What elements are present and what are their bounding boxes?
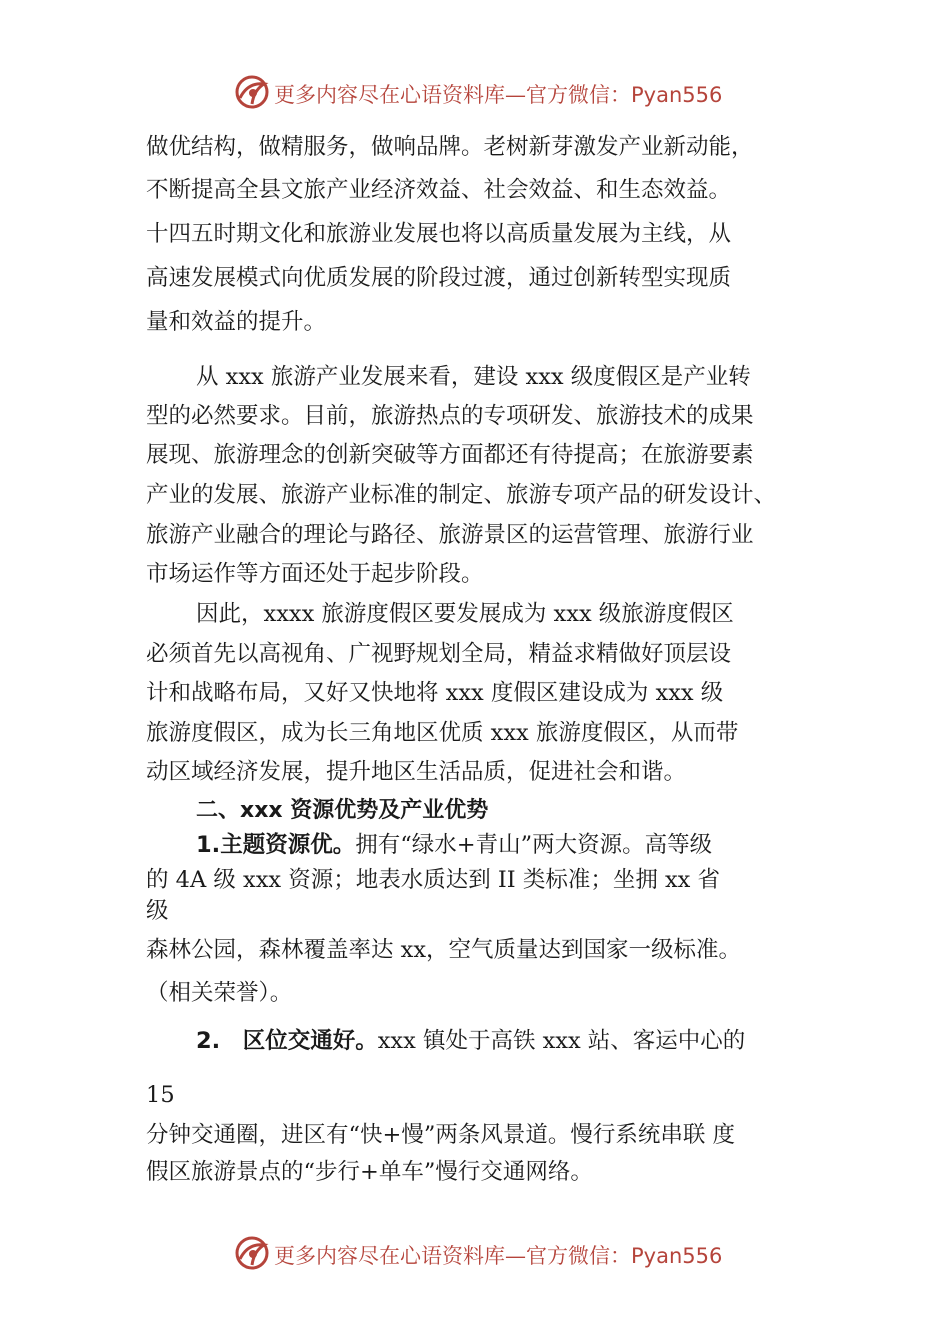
item1-line-2: 的 4A 级 xxx 资源；地表水质达到 II 类标准；坐拥 xx 省 [146, 867, 721, 893]
para1-line-4: 高速发展模式向优质发展的阶段过渡，通过创新转型实现质 [146, 265, 732, 291]
item1-line-4: 森林公园，森林覆盖率达 xx，空气质量达到国家一级标准。 [146, 937, 742, 963]
para1-line-1: 做优结构，做精服务，做响品牌。老树新芽激发产业新动能， [146, 134, 754, 160]
banner-text: 更多内容尽在心语资料库—官方微信：Pyan556 [274, 1244, 723, 1268]
section-heading: 二、xxx 资源优势及产业优势 [196, 798, 489, 823]
para3-line-5: 动区域经济发展，提升地区生活品质，促进社会和谐。 [146, 759, 687, 785]
para3-line-4: 旅游度假区，成为长三角地区优质 xxx 旅游度假区，从而带 [146, 720, 739, 746]
para3-line-1: 因此，xxxx 旅游度假区要发展成为 xxx 级旅游度假区 [196, 601, 734, 627]
para2-line-6: 市场运作等方面还处于起步阶段。 [146, 561, 484, 587]
banner-text: 更多内容尽在心语资料库—官方微信：Pyan556 [274, 83, 723, 107]
item2-line-2: 15 [146, 1082, 175, 1108]
para1-line-2: 不断提高全县文旅产业经济效益、社会效益、和生态效益。 [146, 177, 732, 203]
item2-title: 2. 区位交通好。 [196, 1028, 378, 1054]
para3-line-2: 必须首先以高视角、广视野规划全局，精益求精做好顶层设 [146, 641, 732, 667]
item1-line-5: （相关荣誉）。 [146, 980, 293, 1006]
wechat-id: Pyan556 [631, 1244, 723, 1268]
item2-line-4: 假区旅游景点的“步行+单车”慢行交通网络。 [146, 1159, 593, 1185]
item1-title: 1.主题资源优。 [196, 832, 356, 858]
para2-line-1: 从 xxx 旅游产业发展来看，建设 xxx 级度假区是产业转 [196, 364, 751, 390]
para2-line-3: 展现、旅游理念的创新突破等方面都还有待提高；在旅游要素 [146, 442, 754, 468]
para2-line-2: 型的必然要求。目前，旅游热点的专项研发、旅游技术的成果 [146, 403, 754, 429]
para1-line-5: 量和效益的提升。 [146, 309, 327, 335]
item1-first-line: 1.主题资源优。拥有“绿水+青山”两大资源。高等级 [196, 832, 713, 858]
item2-first-line: 2. 区位交通好。xxx 镇处于高铁 xxx 站、客运中心的 [196, 1028, 746, 1054]
footer-banner [0, 1233, 950, 1273]
swirl-logo-icon [234, 74, 270, 110]
para1-line-3: 十四五时期文化和旅游业发展也将以高质量发展为主线，从 [146, 221, 732, 247]
item1-line-3: 级 [146, 898, 169, 924]
para2-line-4: 产业的发展、旅游产业标准的制定、旅游专项产品的研发设计、 [146, 482, 777, 508]
wechat-id: Pyan556 [631, 83, 723, 107]
header-banner [0, 72, 950, 112]
swirl-logo-icon [234, 1235, 270, 1271]
para2-line-5: 旅游产业融合的理论与路径、旅游景区的运营管理、旅游行业 [146, 522, 754, 548]
item2-line-3: 分钟交通圈，进区有“快+慢”两条风景道。慢行系统串联 度 [146, 1122, 736, 1148]
para3-line-3: 计和战略布局，又好又快地将 xxx 度假区建设成为 xxx 级 [146, 680, 724, 706]
